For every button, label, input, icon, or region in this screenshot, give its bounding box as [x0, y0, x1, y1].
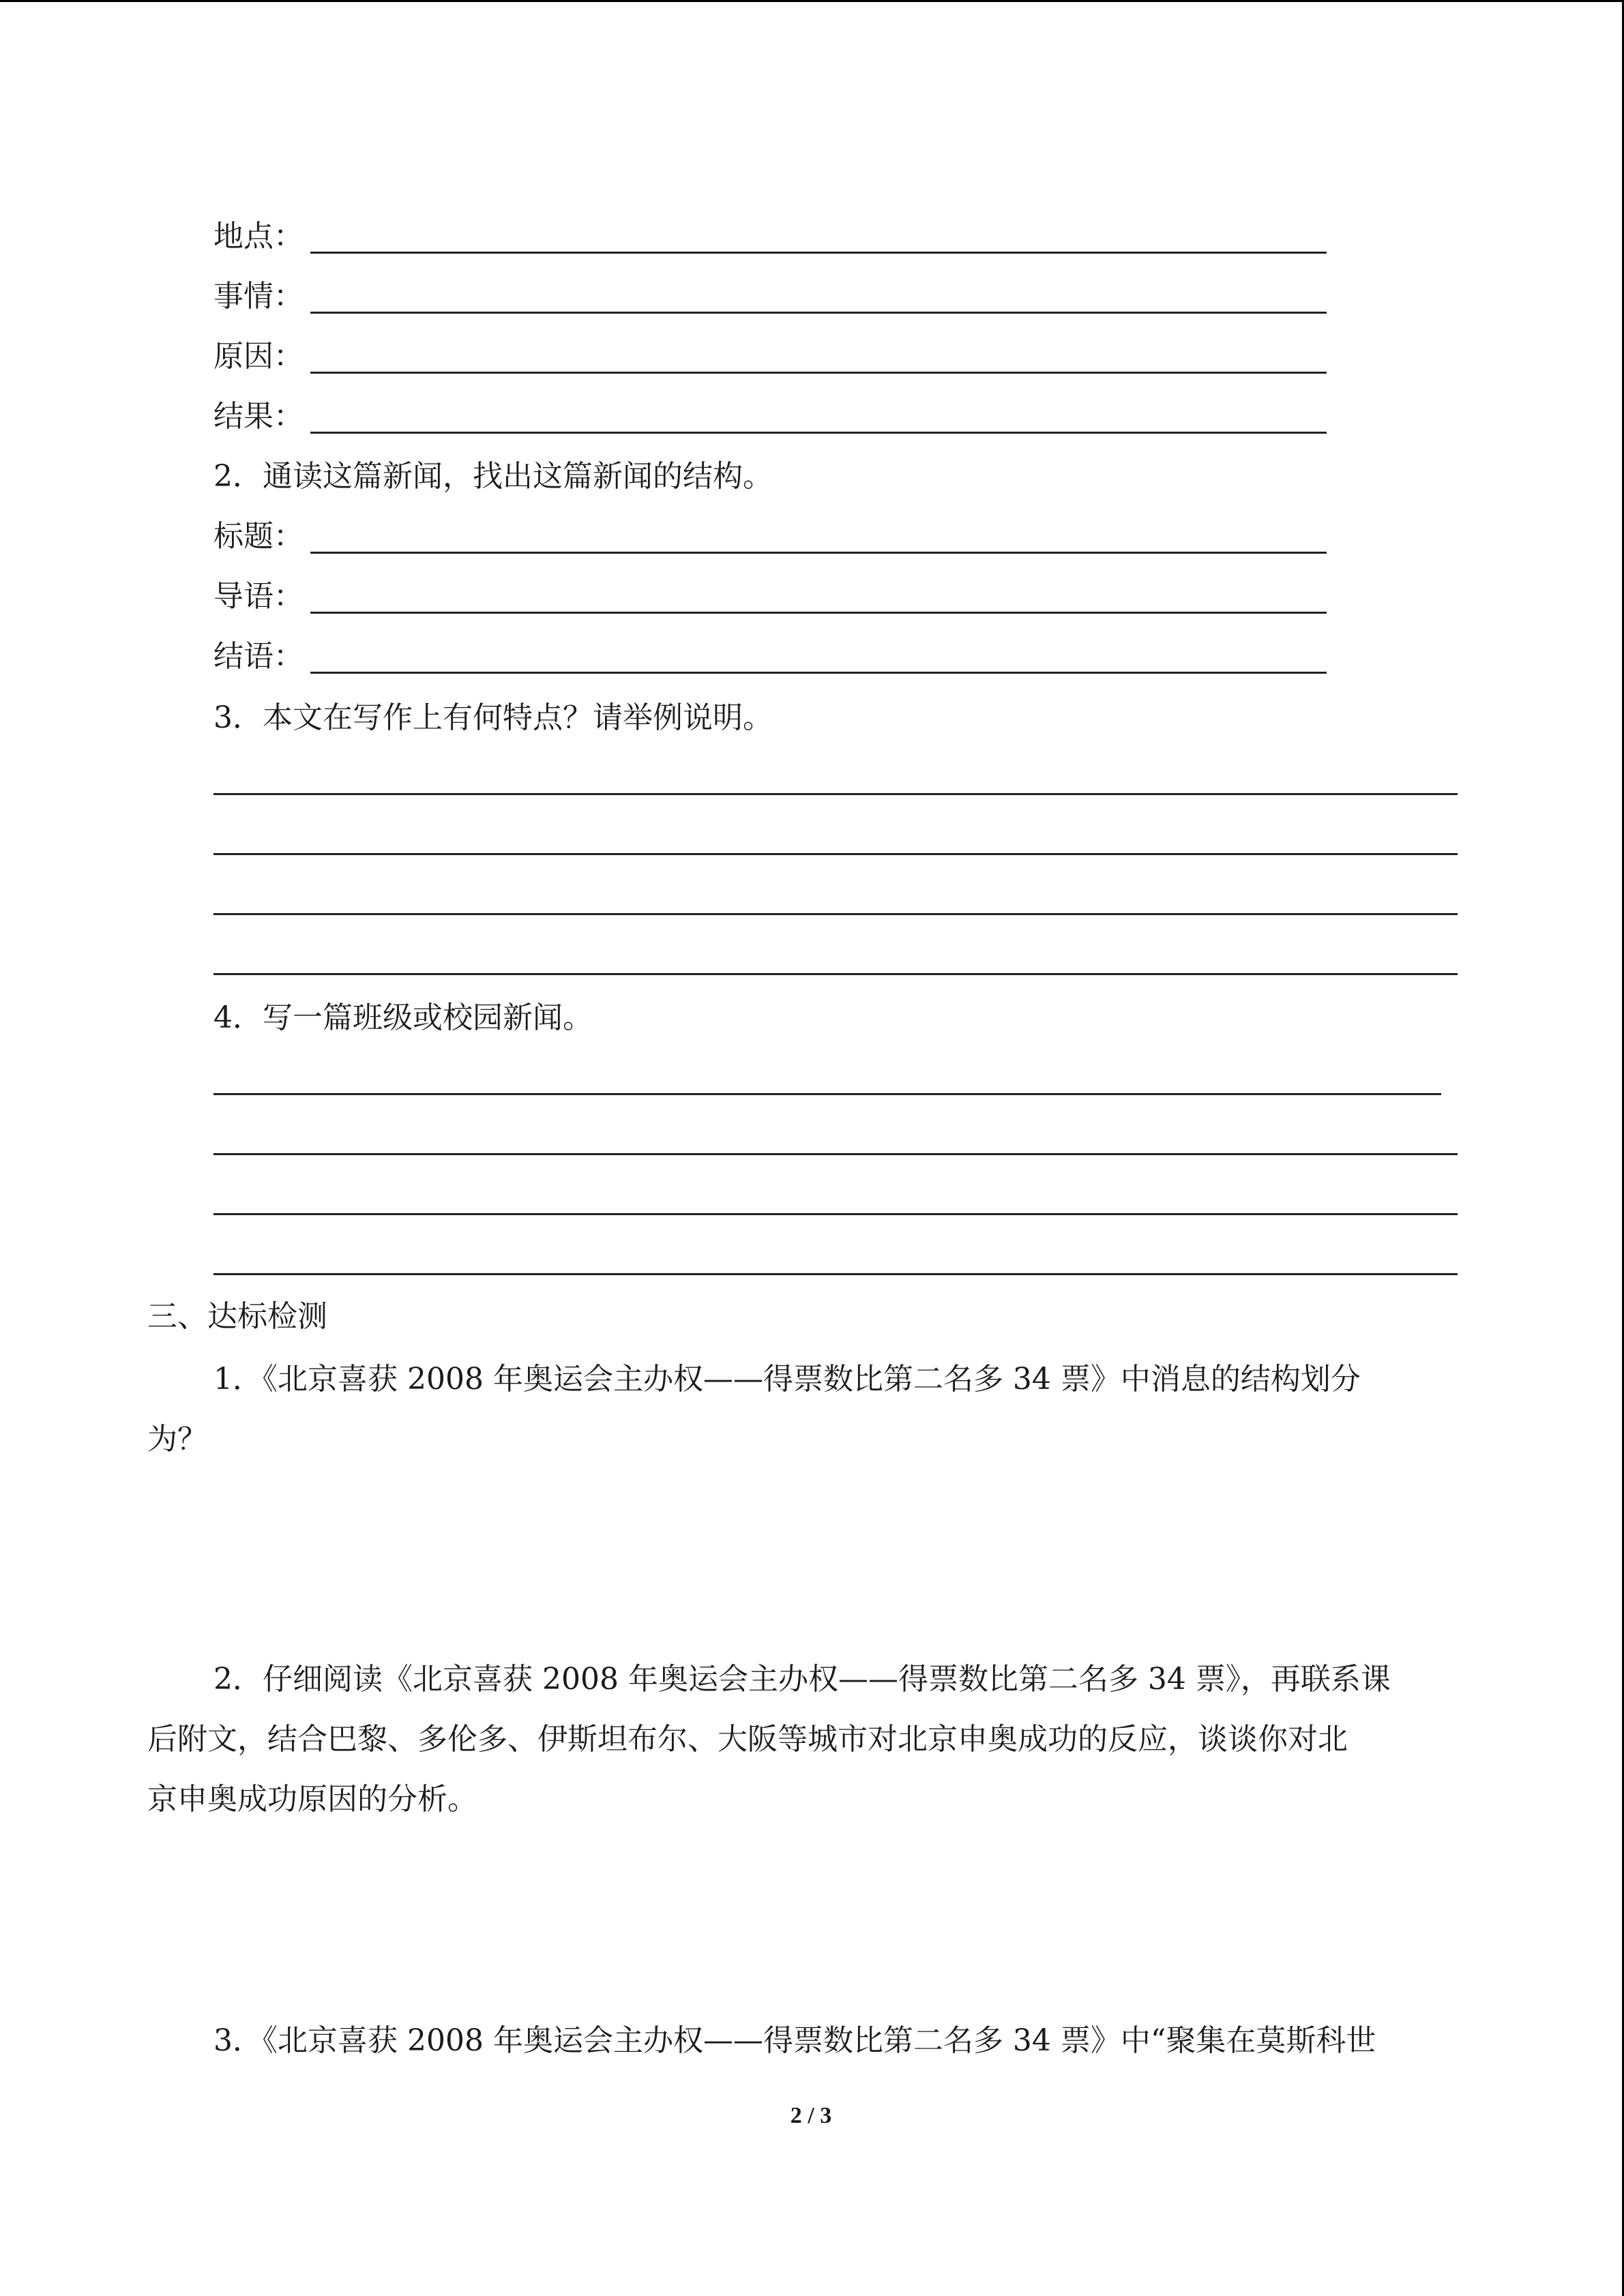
ending-answer-line[interactable]: [310, 672, 1327, 674]
title-label: 标题：: [213, 519, 304, 554]
question-2-prompt: 2．通读这篇新闻，找出这篇新闻的结构。: [213, 459, 773, 494]
q4-answer-line-4[interactable]: [213, 1273, 1458, 1275]
place-label: 地点：: [213, 219, 304, 254]
event-answer-line[interactable]: [310, 312, 1327, 314]
section-3-item-2-line-1: 2．仔细阅读《北京喜获 2008 年奥运会主办权——得票数比第二名多 34 票》，再联系课: [213, 1662, 1391, 1697]
section-3-item-2-line-3: 京申奥成功原因的分析。: [147, 1782, 477, 1817]
section-3-item-3-line-1: 3．《北京喜获 2008 年奥运会主办权——得票数比第二名多 34 票》中“聚集在莫斯科世: [213, 2023, 1376, 2058]
section-3-item-2-line-2: 后附文，结合巴黎、多伦多、伊斯坦布尔、大阪等城市对北京申奥成功的反应，谈谈你对北: [147, 1722, 1348, 1757]
page-number: 2 / 3: [790, 2103, 832, 2128]
section-3-item-1-line-1: 1．《北京喜获 2008 年奥运会主办权——得票数比第二名多 34 票》中消息的结构划分: [213, 1362, 1361, 1397]
place-answer-line[interactable]: [310, 252, 1327, 254]
title-answer-line[interactable]: [310, 552, 1327, 554]
q3-answer-line-2[interactable]: [213, 853, 1458, 855]
question-4-prompt: 4．写一篇班级或校园新闻。: [213, 1000, 593, 1035]
question-3-prompt: 3．本文在写作上有何特点？请举例说明。: [213, 700, 773, 735]
section-3-heading: 三、达标检测: [147, 1299, 327, 1334]
ending-label: 结语：: [213, 639, 304, 674]
q4-answer-line-3[interactable]: [213, 1213, 1458, 1215]
q4-answer-line-1[interactable]: [213, 1093, 1441, 1095]
result-label: 结果：: [213, 399, 304, 434]
event-label: 事情：: [213, 279, 304, 314]
lead-label: 导语：: [213, 579, 304, 614]
q3-answer-line-4[interactable]: [213, 973, 1458, 975]
section-3-item-1-line-2: 为？: [147, 1422, 207, 1457]
q3-answer-line-3[interactable]: [213, 913, 1458, 915]
result-answer-line[interactable]: [310, 432, 1327, 434]
cause-label: 原因：: [213, 339, 304, 374]
cause-answer-line[interactable]: [310, 372, 1327, 374]
q3-answer-line-1[interactable]: [213, 793, 1458, 795]
q4-answer-line-2[interactable]: [213, 1153, 1458, 1155]
lead-answer-line[interactable]: [310, 612, 1327, 614]
